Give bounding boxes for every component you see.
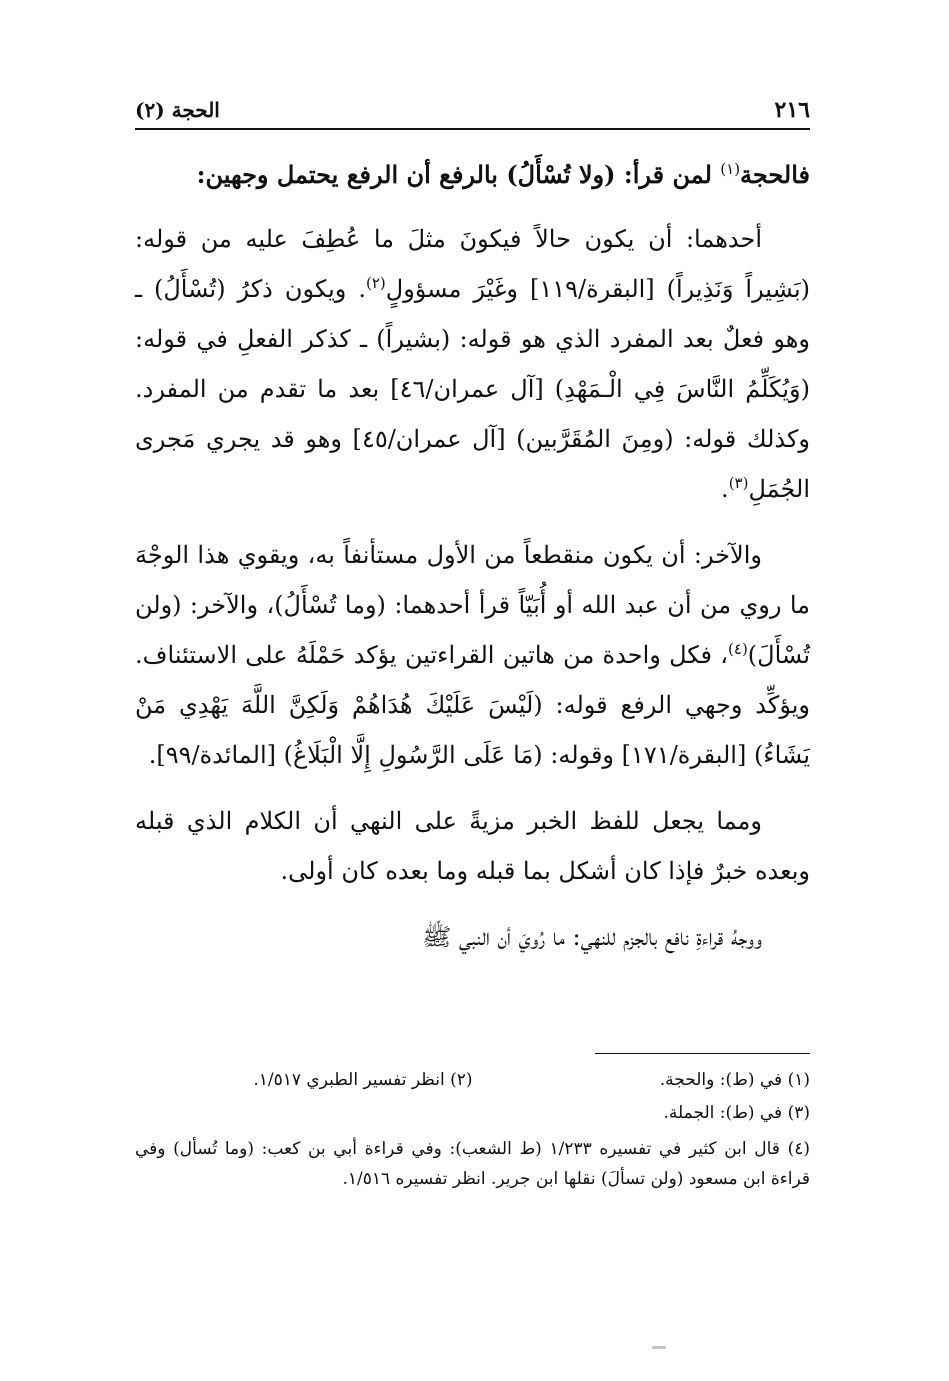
- paragraph-3-text: والآخر: أن يكون منقطعاً من الأول مستأنفاً به، ويقوي هذا الوجْهَ ما روي من أن عبد الله أو أُبَيّاً قرأ أحدهما: (وما تُسْأَلُ)، والآخر: (ولن تُسْأَلَ): [135, 541, 810, 669]
- lead-term: فالحجة: [740, 160, 810, 189]
- footnote-row: [135, 1065, 810, 1095]
- main-text: [135, 150, 810, 978]
- paragraph-2: [135, 214, 810, 514]
- scan-speck: [652, 1346, 666, 1349]
- header-rule: [135, 128, 810, 130]
- footnote-1: (١) في (ط): والحجة.: [659, 1070, 810, 1090]
- footnote-ref-1: (١): [720, 160, 741, 178]
- footnote-ref-2: (٢): [365, 274, 386, 292]
- page-header: [135, 92, 810, 128]
- footnotes: [135, 1062, 810, 1194]
- paragraph-2-text-c: .: [721, 475, 729, 503]
- footnote-row: [135, 1098, 810, 1128]
- footnote-3: (٣) في (ط): الجملة.: [663, 1103, 810, 1123]
- footnote-2: (٢) انظر تفسير الطبري ١/٥١٧.: [253, 1070, 473, 1090]
- footnote-4: (٤) قال ابن كثير في تفسيره ١/٢٣٣ (ط الشعب): وفي قراءة أبي بن كعب: (وما تُسأل) وفي قراءة ابن مسعود (ولن تسألَ) نقلها ابن جرير. انظر تفسيره ١/٥١٦.: [135, 1139, 810, 1189]
- paragraph-1: [135, 150, 810, 200]
- page-number: ٢١٦: [774, 97, 810, 123]
- paragraph-3: [135, 530, 810, 780]
- paragraph-2-text: أحدهما: أن يكون حالاً فيكونَ مثلَ ما عُطِفَ عليه من قوله: (بَشِيراً وَنَذِيراً) [البقرة/١١٩] وغَيْرَ مسؤولٍ: [135, 225, 811, 303]
- paragraph-1-text: لمن قرأ: (ولا تُسْأَلُ) بالرفع أن الرفع يحتمل وجهين:: [196, 160, 721, 189]
- footnote-ref-3: (٣): [728, 474, 749, 492]
- paragraph-5: [135, 912, 810, 962]
- running-title: الحجة (٢): [135, 98, 220, 122]
- paragraph-4-text: ومما يجعل للفظ الخبر مزيةً على النهي أن الكلام الذي قبله وبعده خبرٌ فإذا كان أشكل بما قبله وما بعده كان أولى.: [135, 807, 810, 885]
- footnote-rule: [595, 1053, 810, 1054]
- footnote-ref-4: (٤): [728, 640, 748, 658]
- paragraph-3-text-b: ، فكل واحدة من هاتين القراءتين يؤكد حَمْلَهُ على الاستئناف. ويؤكِّد وجهي الرفع قوله: (لَيْسَ عَلَيْكَ هُدَاهُمْ وَلَكِنَّ اللَّهَ يَهْدِي مَنْ يَشَاءُ) [البقرة/١٧١] وقوله: (مَا عَلَى الرَّسُولِ إِلَّا الْبَلَاغُ) [المائدة/٩٩].: [135, 641, 810, 769]
- paragraph-2-text-b: . ويكون ذكرُ (تُسْأَلُ) ـ وهو فعلٌ بعد المفرد الذي هو قوله: (بشيراً) ـ كذكر الفعلِ في قوله: (وَيُكَلِّمُ النَّاسَ فِي الْـمَهْدِ) [آل عمران/٤٦] بعد ما تقدم من المفرد. وكذلك قوله: (ومِنَ المُقَرَّبين) [آل عمران/٤٥] وهو قد يجري مَجرى الجُمَلِ: [135, 275, 811, 503]
- paragraph-4: [135, 796, 810, 896]
- paragraph-5-text: ووجهُ قراءةِ نافع بالجزم للنهي: ما رُويَ أن النبي ﷺ: [422, 923, 762, 951]
